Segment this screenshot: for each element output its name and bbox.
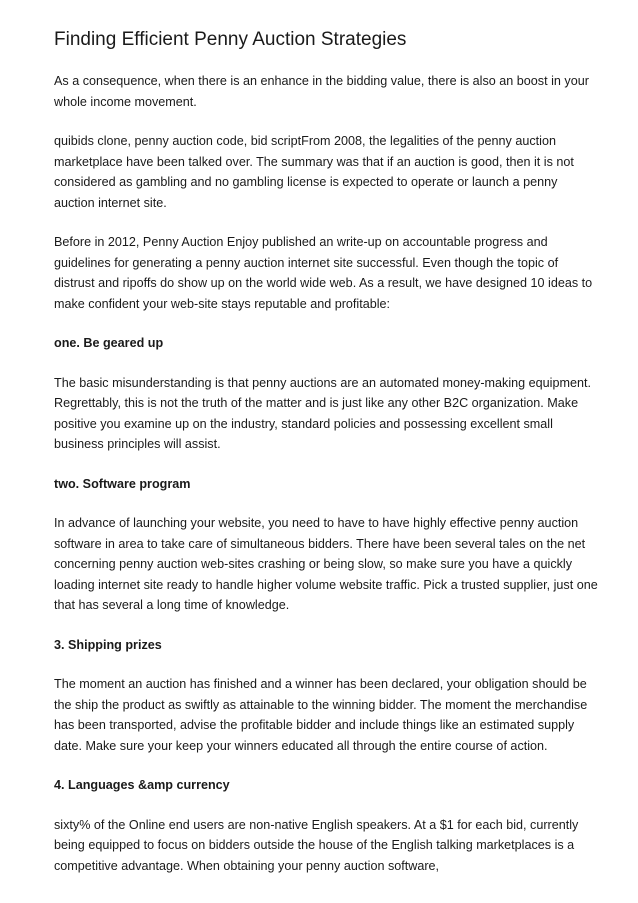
section-heading-2: two. Software program [54,476,191,491]
paragraph-legalities: quibids clone, penny auction code, bid scriptFrom 2008, the legalities of the penny auction marketplace have been talked over. The summary was that if an auction is good, then it is not considered as gambling and no gambling license is expected to operate or launch a penny auction internet site. [54,134,574,210]
paragraph-intro: As a consequence, when there is an enhance in the bidding value, there is also an boost in your whole income movement. [54,74,589,109]
section-heading-3: 3. Shipping prizes [54,637,162,652]
paragraph-section-3: The moment an auction has finished and a winner has been declared, your obligation should be the ship the product as swiftly as attainable to the winning bidder. The moment the merchandise has been transported, advise the profitable bidder and include things like an estimated supply date. Make sure your keep your winners educated all through the entire course of action. [54,677,588,753]
section-heading-1: one. Be geared up [54,336,164,350]
section-heading-4: 4. Languages &amp currency [54,778,230,792]
paragraph-section-2: In advance of launching your website, you need to have to have highly effective penny auction software in area to take care of simultaneous bidders. There have been several tales on the net concerning penny auction web-sites crashing or being slow, so make sure you have a quickly loading internet site ready to handle higher volume website traffic. Pick a trusted supplier, just one that has several a long time of knowledge. [54,516,598,612]
paragraph-background: Before in 2012, Penny Auction Enjoy published an write-up on accountable progress and guidelines for generating a penny auction internet site successful. Even though the topic of distrust and ripoffs do show up on the world wide web. As a result, we have designed 10 ideas to make confident your web-site stays reputable and profitable: [54,235,593,311]
paragraph-section-1: The basic misunderstanding is that penny auctions are an automated money-making equipment. Regrettably, this is not the truth of the matter and is just like any other B2C organization. Make positive you examine up on the industry, standard policies and possessing excellent small business principles will assist. [54,375,591,451]
paragraph-section-4: sixty% of the Online end users are non-native English speakers. At a $1 for each bid, currently being equipped to focus on bidders outside the house of the English talking marketplaces is a competitive advantage. When obtaining your penny auction software, [54,817,579,873]
document-title: Finding Efficient Penny Auction Strategies [54,29,407,50]
